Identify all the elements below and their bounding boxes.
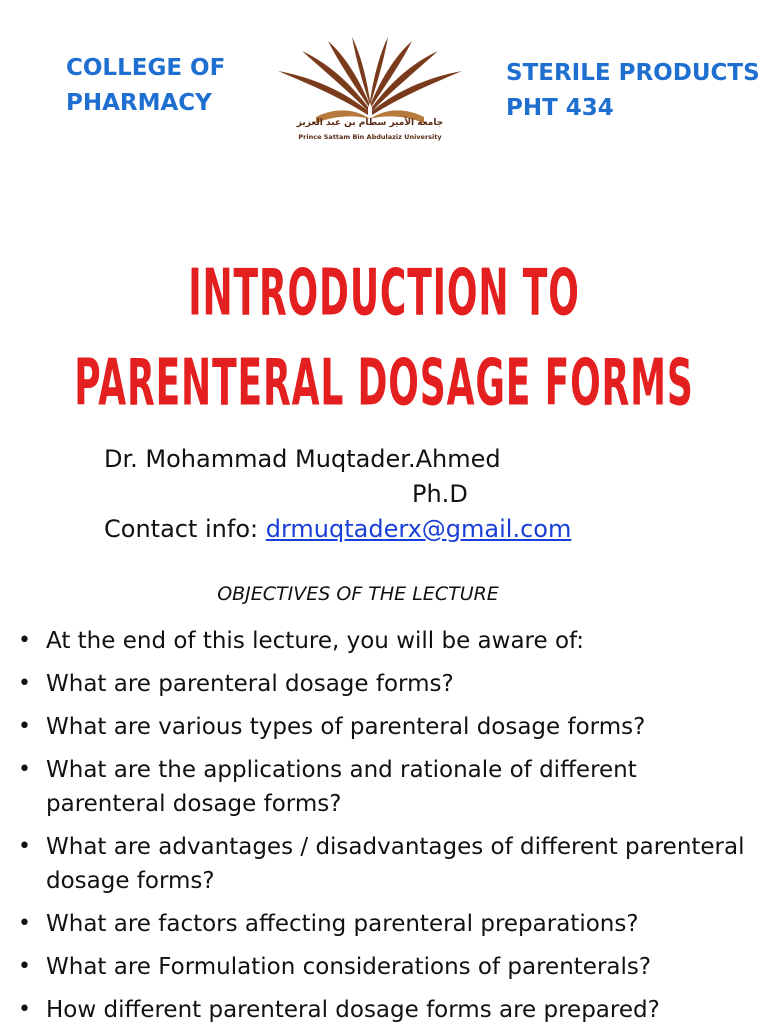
objectives-heading: OBJECTIVES OF THE LECTURE <box>217 583 499 605</box>
bullet-icon: • <box>18 997 31 1022</box>
list-item-text: How different parenteral dosage forms are prepared? <box>46 997 660 1023</box>
logo-arabic-text: جامعة الأمير سطام بن عبد العزيز <box>296 118 444 128</box>
college-line-1: COLLEGE OF <box>66 55 226 81</box>
list-item <box>18 624 758 658</box>
list-item <box>18 710 758 744</box>
bullet-icon: • <box>18 671 31 696</box>
author-name: Dr. Mohammad Muqtader.Ahmed <box>104 445 501 473</box>
bullet-icon: • <box>18 628 31 653</box>
list-item-text: What are Formulation considerations of parenterals? <box>46 954 652 980</box>
course-name <box>506 56 760 126</box>
list-item <box>18 993 758 1027</box>
list-item-text: What are parenteral dosage forms? <box>46 671 454 697</box>
list-item-text: What are various types of parenteral dosage forms? <box>46 714 646 740</box>
title-line-1: INTRODUCTION TO <box>188 256 580 331</box>
list-item-text: What are advantages / disadvantages of different parenteral dosage forms? <box>46 834 745 894</box>
objectives-list <box>18 624 758 1036</box>
list-item-text: At the end of this lecture, you will be aware of: <box>46 628 585 654</box>
contact-label: Contact info: <box>104 515 266 543</box>
bullet-icon: • <box>18 911 31 936</box>
author-degree: Ph.D <box>412 480 468 508</box>
list-item-text: What are the applications and rationale of different parenteral dosage forms? <box>46 757 637 817</box>
list-item <box>18 907 758 941</box>
email-link[interactable]: drmuqtaderx@gmail.com <box>265 515 572 543</box>
list-item <box>18 950 758 984</box>
list-item <box>18 667 758 701</box>
course-line-1: STERILE PRODUCTS <box>506 60 760 86</box>
list-item <box>18 830 758 898</box>
logo-english-text: Prince Sattam Bin Abdulaziz University <box>298 133 442 141</box>
college-name <box>66 51 225 121</box>
bullet-icon: • <box>18 954 31 979</box>
title-line-2: PARENTERAL DOSAGE FORMS <box>74 346 694 421</box>
contact-info <box>104 513 571 545</box>
bullet-icon: • <box>18 757 31 782</box>
college-line-2: PHARMACY <box>66 90 212 116</box>
course-line-2: PHT 434 <box>506 95 614 121</box>
list-item <box>18 753 758 821</box>
bullet-icon: • <box>18 714 31 739</box>
bullet-icon: • <box>18 834 31 859</box>
list-item-text: What are factors affecting parenteral preparations? <box>46 911 639 937</box>
